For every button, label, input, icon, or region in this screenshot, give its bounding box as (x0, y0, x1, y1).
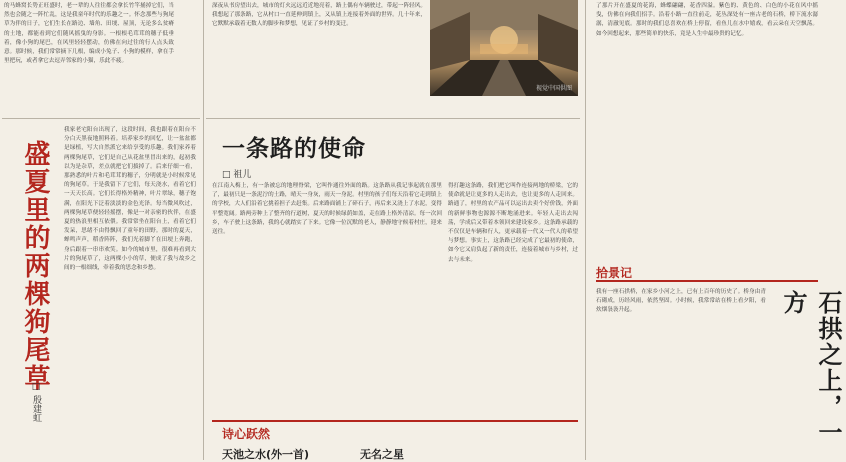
middle-article-title: 一条路的使命 (222, 136, 366, 162)
right-section-title: 拾景记 (596, 266, 633, 280)
left-body-text: 我家老宅阳台出现了，这段时间，我也跟着在阳台不分白天黑夜地照料着。培养家乡的回忆，让一盆盆都是绿植，写大自然派它来给享受的乐趣。我们家养着两棵狗尾草，它们是自己从花盆里冒出来的，起初我以为是杂草，差点就把它们拔掉了。后来仔细一看，那熟悉的叶片和毛茸茸的穗子，分明就是小时候常见的狗尾草。于是我留下了它们，每天浇水，看着它们一天天长高。它们长得格外精神，叶片翠绿，穗子饱满，在阳光下泛着淡淡的金色光泽。每当微风吹过，两棵狗尾草便轻轻摇摆，像是一对亲密的伙伴，在盛夏的热浪里相互依偎。我常常坐在阳台上，看着它们发呆，思绪不由得飘回了童年的田野。那时的夏天，蝉鸣声声，稻香阵阵，我们光着脚丫在田埂上奔跑，身后跟着一串串欢笑。如今的城市里，很难再看到大片的狗尾草了，这两棵小小的草，便成了我与故乡之间的一根细线，牵着我的思念和乡愁。 (64, 127, 196, 272)
middle-col1-text: 在江南入梅上，有一条被忘的地理脊梁，它叫作通往外面的路。这条路从我记事起就在那里了，最初只是一条泥泞的土路，晴天一身灰，雨天一身泥。村里的孩子们每天沿着它走到镇上的学校，大人们沿着它挑着担子去赶集。后来路面铺上了碎石子，再后来又浇上了水泥，变得平整宽阔。路两旁种上了整齐的行道树，夏天的时候绿荫如盖，走在路上格外清凉。每一次回乡，车子驶上这条路，我的心就踏实了下来。它像一位沉默的老人，静静地守候着村庄，迎来送往。 (212, 183, 442, 236)
right-vertical-title: 石拱之上，一方 (779, 290, 842, 446)
poem-title-heavenly-lake: 天池之水(外一首) (222, 448, 310, 461)
poem-title-nameless-star: 无名之星 (360, 448, 404, 461)
street-photo (430, 0, 578, 96)
left-article-title: 盛夏里的两棵狗尾草 (20, 140, 50, 392)
middle-top-text: 深夜从书房望出去，城市的灯火远远近近地亮着，路上偶有车辆驶过，带起一阵轻风。我想起了那条路，它从村口一直延伸到镇上，又从镇上连接着外面的世界。几十年来，它默默承载着无数人的脚步和梦想，见证了乡村的变迁。 (212, 3, 426, 28)
middle-top-divider (206, 118, 580, 119)
middle-byline: □ 祖儿 (222, 170, 252, 180)
left-divider (2, 118, 200, 119)
left-top-text: 的马蜂窝长势正旺盛时，老一辈的人往往都会拿长竹竿捅掉它们，当然也会随之一阵忙乱，这是我童年时代的乐趣之一。怀念那些与狗尾草为伴的日子，它们生长在路边、墙角、田埂、屋顶，无论多么贫瘠的土地，都能看到它们随风摇曳的身影。一根根毛茸茸的穗子低垂着，像小狗的尾巴，在风里轻轻摆动，仿佛在向过往的行人点头致意。那时候，我们常常摘下几根，编成小兔子、小狗的模样，拿在手里把玩，或者拿它去逗弄邻家的小猫，乐此不疲。 (4, 3, 174, 65)
poetry-top-rule (212, 420, 578, 422)
poetry-section-title: 诗心跃然 (222, 427, 271, 441)
right-bottom-text: 我有一座石拱桥，在家乡小河之上，已有上百年的历史了。桥身由青石砌成，历经风雨，依然坚固。小时候，我常常站在桥上看夕阳，看炊烟袅袅升起。 (596, 289, 766, 314)
street-photo-illustration (430, 0, 578, 96)
left-column-rule (203, 0, 204, 460)
right-top-text: 了那片开在盛夏的花海，蜂蝶翩翩，花香四溢。紫色的、黄色的、白色的小花在风中摇曳，仿佛在向我们招手。沿着小路一直往前走，花丛深处有一座古老的石桥，桥下流水潺潺，清澈见底。那时的我们总喜欢在桥上停留，看鱼儿在水中嬉戏，看云朵在天空飘荡。如今回想起来，那些简单的快乐，竟是人生中最珍贵的记忆。 (596, 3, 818, 37)
right-section-rule (596, 280, 818, 282)
photo-caption: 视觉中国供图 (535, 85, 572, 92)
middle-column-rule (585, 0, 586, 460)
left-byline: □ 殷建虹 (31, 382, 41, 422)
middle-col2-text: 得打趣这条路，我们把它叫作连接两地的桥梁，它的使命就是让更多的人走出去，也让更多的人走回来。路通了，村里的农产品可以运出去卖个好价钱，外面的新鲜事物也源源不断地涌进来。年轻人走出去闯荡，学成后又带着本领回来建设家乡。这条路承载的不仅仅是车辆和行人，更承载着一代又一代人的希望与梦想。事实上，这条路已经完成了它最初的使命，如今它又肩负起了新的责任，连接着城市与乡村，过去与未来。 (448, 183, 578, 263)
